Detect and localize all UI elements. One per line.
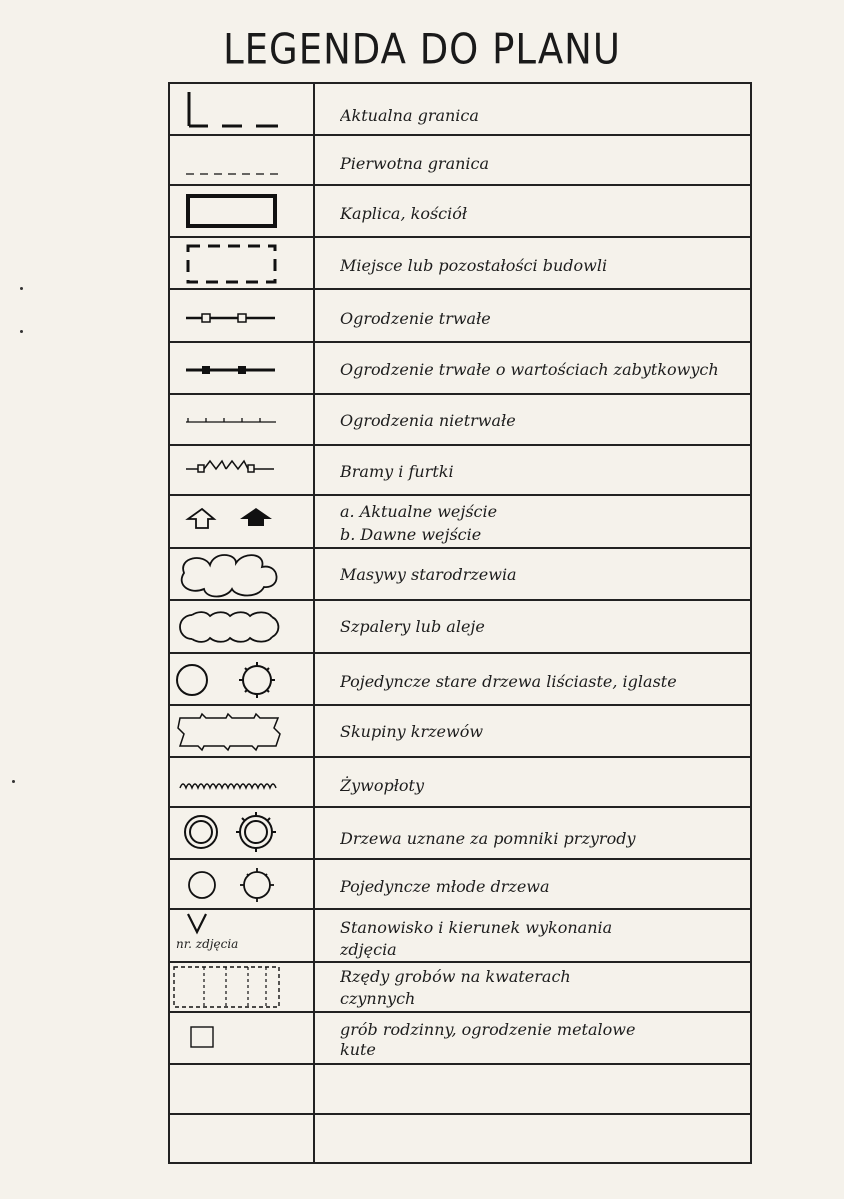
legend-label: Skupiny krzewów	[340, 722, 484, 741]
page-title: LEGENDA DO PLANU	[223, 25, 621, 74]
legend-label: Ogrodzenie trwałe o wartościach zabytkowych	[340, 360, 719, 379]
photo-number-caption: nr. zdjęcia	[176, 937, 239, 951]
legend-label: Pojedyncze młode drzewa	[340, 877, 550, 896]
former-entrance-arrow-icon	[240, 508, 272, 526]
table-row-line	[168, 1162, 750, 1164]
building-remains-symbol	[170, 238, 313, 288]
legend-label-line2: kute	[340, 1040, 376, 1059]
original-boundary-symbol	[170, 136, 313, 184]
legend-label: Pojedyncze stare drzewa liściaste, iglaste	[340, 672, 677, 691]
temporary-fence-symbol	[170, 395, 313, 444]
gates-symbol	[170, 446, 313, 494]
hedges-symbol	[170, 758, 313, 806]
chapel-church-symbol	[170, 186, 313, 236]
margin-dot	[20, 330, 23, 333]
legend-label: Szpalery lub aleje	[340, 617, 485, 636]
family-grave-symbol	[170, 1013, 313, 1063]
legend-label-line1: Stanowisko i kierunek wykonania	[340, 918, 613, 937]
legend-label: Drzewa uznane za pomniki przyrody	[340, 829, 636, 848]
natural-monument-trees-symbol	[170, 808, 313, 858]
current-boundary-symbol	[170, 84, 313, 134]
shrub-groups-symbol	[170, 706, 313, 756]
young-trees-symbol	[170, 860, 313, 908]
conifer-tree-icon	[239, 662, 275, 698]
current-entrance-arrow-icon	[188, 509, 214, 528]
legend-label: Kaplica, kościół	[340, 204, 468, 223]
rows-alleys-symbol	[170, 601, 313, 652]
legend-label: Ogrodzenia nietrwałe	[340, 411, 516, 430]
legend-label-a: a. Aktualne wejście	[340, 502, 498, 521]
legend-label: Pierwotna granica	[340, 154, 490, 173]
legend-label-line2: zdjęcia	[340, 940, 397, 959]
legend-label: Masywy starodrzewia	[340, 565, 517, 584]
photo-position-symbol	[170, 910, 313, 961]
margin-dot	[20, 287, 23, 290]
table-row-line	[168, 1063, 750, 1065]
photo-direction-icon	[188, 914, 206, 932]
legend-label: Ogrodzenie trwałe	[340, 309, 491, 328]
table-row-line	[168, 1113, 750, 1115]
legend-label: Żywopłoty	[340, 776, 425, 795]
legend-label-line1: grób rodzinny, ogrodzenie metalowe	[340, 1020, 636, 1039]
historic-fence-symbol	[170, 343, 313, 393]
legend-label: Bramy i furtki	[340, 462, 454, 481]
column-divider	[313, 82, 315, 1164]
legend-label-b: b. Dawne wejście	[340, 525, 482, 544]
legend-label-line2: czynnych	[340, 989, 416, 1008]
old-tree-mass-symbol	[170, 549, 313, 599]
single-old-trees-symbol	[170, 654, 313, 704]
margin-dot	[12, 780, 15, 783]
deciduous-tree-icon	[177, 665, 207, 695]
grave-rows-symbol	[170, 963, 313, 1011]
permanent-fence-symbol	[170, 290, 313, 341]
legend-label: Miejsce lub pozostałości budowli	[340, 256, 608, 275]
legend-label-line1: Rzędy grobów na kwaterach	[340, 967, 571, 986]
entrance-symbols	[170, 496, 313, 547]
legend-label: Aktualna granica	[340, 106, 479, 125]
